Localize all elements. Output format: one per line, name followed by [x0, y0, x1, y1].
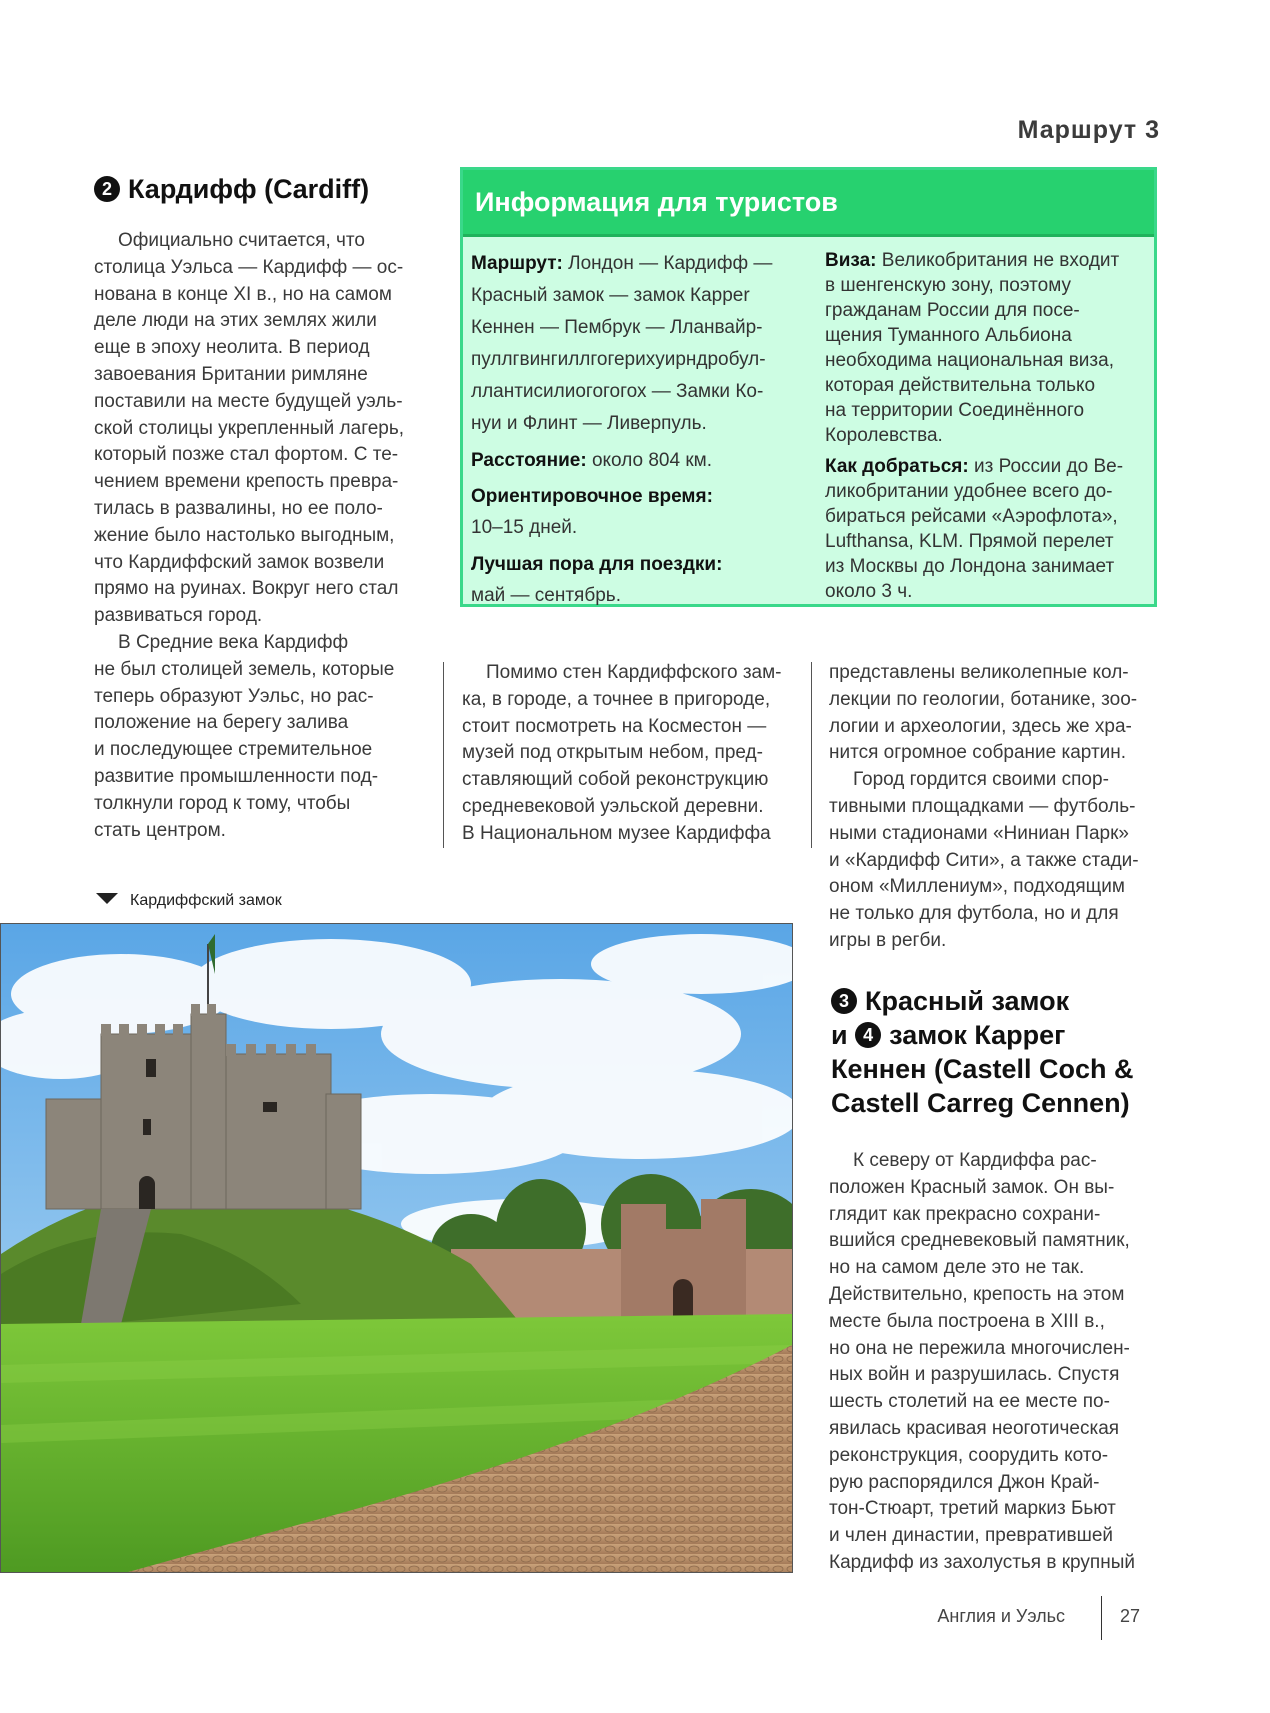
- castles-paragraph: [829, 1148, 1159, 1577]
- text-line: Город гордится своими спор-: [853, 769, 1109, 791]
- visa-label: Виза:: [825, 250, 877, 271]
- time-label: Ориентировочное время:: [471, 486, 713, 507]
- route-label: Маршрут:: [471, 253, 563, 274]
- text-line: тилась в развалины, но ее поло-: [94, 497, 383, 519]
- text-line: явилась красивая неоготическая: [829, 1417, 1120, 1439]
- text-line: Кардифф из захолустья в крупный: [829, 1551, 1135, 1573]
- text-line: который позже стал фортом. С те-: [94, 444, 399, 466]
- season-value: май — сентябрь.: [471, 585, 621, 606]
- text-line: стоит посмотреть на Косместон —: [462, 715, 767, 737]
- column-divider: [811, 662, 812, 848]
- text-line: бираться рейсами «Аэрофлота»,: [825, 506, 1118, 527]
- text-line: игры в регби.: [829, 929, 947, 951]
- time-label-line: [471, 482, 801, 512]
- text-line: Королевства.: [825, 425, 943, 446]
- castles-title-line-1: [831, 984, 1161, 1018]
- page-number: 27: [1120, 1606, 1141, 1626]
- distance-label: Расстояние:: [471, 450, 587, 471]
- text-line: гражданам России для посе-: [825, 300, 1080, 321]
- text-line: и последующее стремительное: [94, 739, 373, 761]
- season-label: Лучшая пора для поездки:: [471, 554, 723, 575]
- text-line: ликобритании удобнее всего до-: [825, 481, 1113, 502]
- time-value: 10–15 дней.: [471, 517, 578, 538]
- text-line: но она не пережила многочислен-: [829, 1337, 1130, 1359]
- castles-title-line-3: Кеннен (Castell Coch &: [831, 1054, 1134, 1084]
- text-line: из России до Ве-: [968, 456, 1124, 477]
- section-number-badge: 3: [831, 988, 857, 1014]
- caption-text: Кардиффский замок: [130, 892, 282, 909]
- text-line: положен Красный замок. Он вы-: [829, 1176, 1115, 1198]
- section-number-badge: 2: [94, 176, 120, 202]
- text-line: пуллгвингиллгогерихуирндробул-: [471, 349, 766, 370]
- text-line: реконструкция, соорудить кото-: [829, 1444, 1109, 1466]
- text-line: музей под открытым небом, пред-: [462, 742, 763, 764]
- text-line: Кеннен — Пембрук — Лланвайр-: [471, 317, 763, 338]
- text-line: В Средние века Кардифф: [118, 631, 349, 653]
- text-line: тивными площадками — футболь-: [829, 795, 1136, 817]
- text-line: жение было настолько выгодным,: [94, 524, 395, 546]
- text-line: в шенгенскую зону, поэтому: [825, 275, 1071, 296]
- section-number-badge: 4: [855, 1022, 881, 1048]
- text-line: вшийся средневековый памятник,: [829, 1230, 1130, 1252]
- distance-info: [471, 446, 801, 476]
- season-label-line: [471, 550, 801, 580]
- text-line: нована в конце XI в., но на самом: [94, 283, 392, 305]
- text-line: которая действительна только: [825, 375, 1096, 396]
- text-line: ных войн и разрушилась. Спустя: [829, 1364, 1120, 1386]
- castles-title-line-2: [831, 1018, 1161, 1052]
- cardiff-paragraph-1: [94, 228, 434, 844]
- text-line: и член династии, превратившей: [829, 1525, 1114, 1547]
- text-line: тон-Стюарт, третий маркиз Бьют: [829, 1498, 1116, 1520]
- text-line: и «Кардифф Сити», а также стади-: [829, 849, 1139, 871]
- castles-title-line-4: Castell Carreg Cennen): [831, 1088, 1130, 1118]
- text-line: толкнули город к тому, чтобы: [94, 792, 351, 814]
- text-line: шесть столетий на ее месте по-: [829, 1391, 1110, 1413]
- section-title-castles: [831, 984, 1161, 1120]
- text-line: стать центром.: [94, 819, 226, 841]
- text-line: нится огромное собрание картин.: [829, 742, 1127, 764]
- text-line: ка, в городе, а точнее в пригороде,: [462, 688, 771, 710]
- text-line: щения Туманного Альбиона: [825, 325, 1072, 346]
- text-line: логии и археологии, здесь же хра-: [829, 715, 1132, 737]
- text-line: не только для футбола, но и для: [829, 903, 1119, 925]
- text-line: Действительно, крепость на этом: [829, 1283, 1125, 1305]
- howto-label: Как добраться:: [825, 456, 969, 477]
- visa-info: [825, 248, 1150, 273]
- text-line: чением времени крепость превра-: [94, 471, 399, 493]
- distance-value: около 804 км.: [586, 450, 712, 471]
- tourist-info-box: [460, 167, 1157, 607]
- text-line: Великобритания не входит: [876, 250, 1120, 271]
- text-line: лекции по геологии, ботанике, зоо-: [829, 688, 1138, 710]
- title-text: замок Каррег: [889, 1020, 1066, 1050]
- section-title-cardiff: [94, 172, 369, 206]
- text-line: из Москвы до Лондона занимает: [825, 556, 1115, 577]
- route-info: [471, 248, 801, 280]
- text-line: ставляющий собой реконструкцию: [462, 769, 769, 791]
- text-line: месте была построена в XIII в.,: [829, 1310, 1105, 1332]
- cardiff-right-column: [829, 660, 1159, 955]
- text-line: поставили на месте будущей уэль-: [94, 390, 403, 412]
- text-line: Лондон — Кардифф —: [562, 253, 773, 274]
- text-line: но на самом деле это не так.: [829, 1257, 1085, 1279]
- text-line: ными стадионами «Ниниан Парк»: [829, 822, 1129, 844]
- route-header: Маршрут 3: [1017, 116, 1160, 144]
- text-line: ской столицы укрепленный лагерь,: [94, 417, 405, 439]
- text-line: Помимо стен Кардиффского зам-: [486, 662, 782, 683]
- cardiff-title: Кардифф (Cardiff): [128, 174, 370, 204]
- text-line: положение на берегу залива: [94, 712, 349, 734]
- text-line: развиваться город.: [94, 605, 263, 627]
- info-box-title: Информация для туристов: [463, 170, 1154, 237]
- text-line: около 3 ч.: [825, 581, 913, 602]
- text-line: столица Уэльса — Кардифф — ос-: [94, 256, 404, 278]
- photo-caption: [96, 892, 282, 910]
- cardiff-middle-column: [462, 660, 802, 848]
- text-line: деле люди на этих землях жили: [94, 310, 377, 332]
- cardiff-castle-photo: [0, 923, 793, 1573]
- text-line: рую распорядился Джон Край-: [829, 1471, 1100, 1493]
- text-line: прямо на руинах. Вокруг него стал: [94, 578, 399, 600]
- text-line: К северу от Кардиффа рас-: [853, 1150, 1097, 1171]
- text-line: средневековой уэльской деревни.: [462, 795, 764, 817]
- column-divider: [443, 662, 444, 848]
- text-line: на территории Соединённого: [825, 400, 1085, 421]
- text-line: оном «Миллениум», подходящим: [829, 876, 1125, 898]
- text-line: Официально считается, что: [118, 230, 365, 251]
- caption-triangle-icon: [96, 893, 118, 904]
- howto-info: [825, 454, 1150, 479]
- text-line: ллантисилиогогогох — Замки Ко-: [471, 381, 764, 402]
- text-line: В Национальном музее Кардиффа: [462, 822, 771, 844]
- text-line: теперь образуют Уэльс, но рас-: [94, 685, 374, 707]
- text-line: еще в эпоху неолита. В период: [94, 337, 370, 359]
- text-line: Красный замок — замок Карреr: [471, 285, 750, 306]
- title-text: и: [831, 1020, 848, 1050]
- text-line: представлены великолепные кол-: [829, 662, 1129, 683]
- footer-divider: [1101, 1596, 1102, 1640]
- text-line: что Кардиффский замок возвели: [94, 551, 385, 573]
- text-line: Lufthansa, KLM. Прямой перелет: [825, 531, 1114, 552]
- text-line: нуи и Флинт — Ливерпуль.: [471, 413, 707, 434]
- text-line: развитие промышленности под-: [94, 765, 379, 787]
- title-text: Красный замок: [865, 986, 1070, 1016]
- text-line: необходима национальная виза,: [825, 350, 1114, 371]
- castle-illustration: [1, 924, 793, 1573]
- text-line: глядит как прекрасно сохрани-: [829, 1203, 1101, 1225]
- footer-section-name: Англия и Уэльс: [937, 1606, 1065, 1626]
- text-line: завоевания Британии римляне: [94, 363, 368, 385]
- info-right-column: [825, 248, 1150, 604]
- info-left-column: [471, 248, 801, 612]
- text-line: не был столицей земель, которые: [94, 658, 395, 680]
